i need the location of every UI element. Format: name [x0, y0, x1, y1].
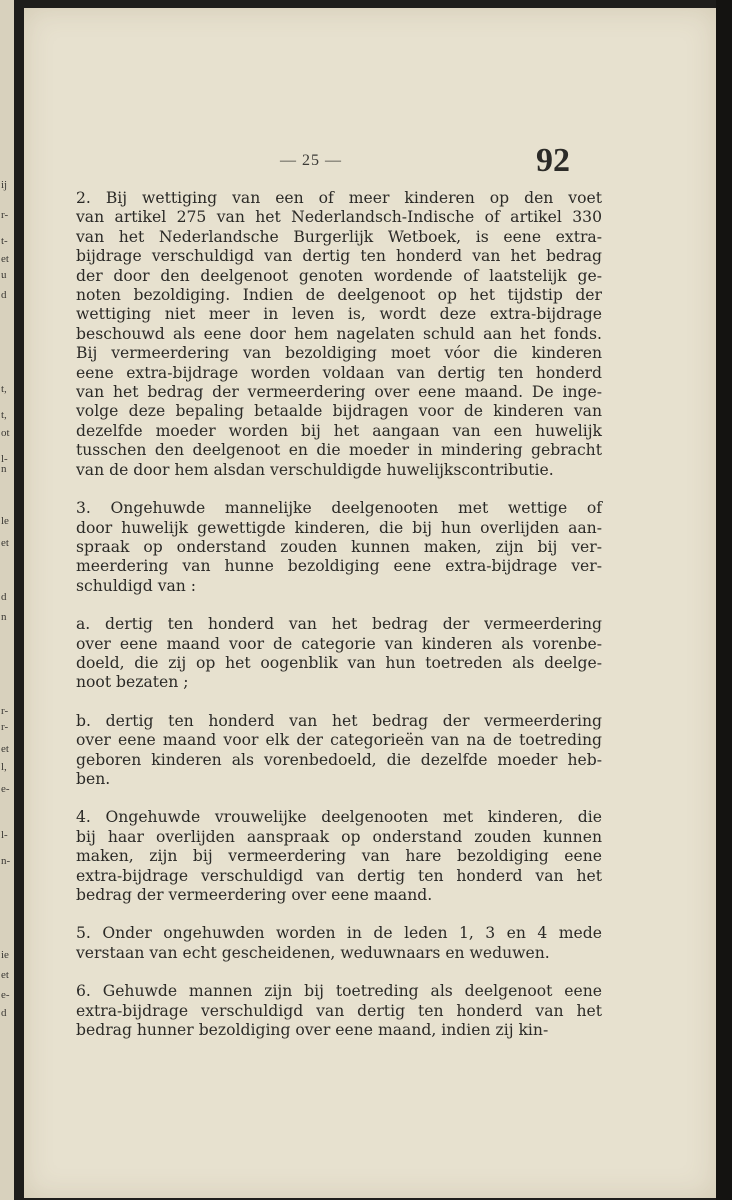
text-line: tusschen den deelgenoot en die moeder in mindering gebracht [76, 441, 602, 460]
adjacent-page-fragment: n [1, 611, 7, 623]
adjacent-page-fragment: ie [1, 949, 9, 961]
adjacent-page-fragment: et [1, 537, 9, 549]
adjacent-page-fragment: d [1, 289, 7, 301]
adjacent-page-fragment: r- [1, 209, 9, 221]
text-line: extra-bijdrage verschuldigd van dertig ten honderd van het [76, 1001, 602, 1020]
text-line: Bij vermeerdering van bezoldiging moet vóor die kinderen [76, 344, 602, 363]
text-line: 2. Bij wettiging van een of meer kinderen op den voet [76, 189, 602, 207]
text-line: verstaan van echt gescheidenen, weduwnaars en weduwen. [76, 943, 550, 962]
text-line: 5. Onder ongehuwden worden in de leden 1, 3 en 4 mede [76, 924, 602, 943]
adjacent-page-fragment: ot [1, 427, 10, 439]
text-line: extra-bijdrage verschuldigd van dertig ten honderd van het [76, 866, 602, 885]
text-line: van de door hem alsdan verschuldigde huwelijkscontributie. [76, 460, 554, 479]
text-line: noot bezaten ; [76, 673, 189, 692]
text-line: 6. Gehuwde mannen zijn bij toetreding als deelgenoot eene [76, 982, 602, 1001]
adjacent-page-fragment: t, [1, 409, 7, 421]
text-line: spraak op onderstand zouden kunnen maken, zijn bij ver- [76, 537, 602, 556]
text-line: ben. [76, 769, 111, 788]
page-header [24, 136, 716, 186]
text-line: van het bedrag der vermeerdering over eene maand. De inge- [76, 383, 602, 402]
paragraph-gap [54, 480, 602, 499]
text-line: doeld, die zij op het oogenblik van hun toetreden als deelge- [76, 653, 602, 672]
adjacent-page-fragment: ij [1, 179, 8, 191]
paragraph-gap [54, 905, 602, 924]
text-line: volge deze bepaling betaalde bijdragen voor de kinderen van [76, 402, 602, 421]
paragraph-gap [54, 693, 602, 712]
text-line: wettiging niet meer in leven is, wordt deze extra-bijdrage [76, 305, 602, 324]
adjacent-page-fragment: l- [1, 453, 8, 465]
text-line: eene extra-bijdrage worden voldaan van dertig ten honderd [76, 363, 602, 382]
text-line: bedrag hunner bezoldiging over eene maand, indien zij kin- [76, 1021, 549, 1040]
text-line: 3. Ongehuwde mannelijke deelgenooten met wettige of [76, 499, 602, 518]
paragraph-1 [54, 189, 602, 480]
scan-border [716, 0, 732, 1200]
adjacent-page-fragment: d [1, 591, 7, 603]
adjacent-page-fragment: e- [1, 783, 10, 795]
text-line: door huwelijk gewettigde kinderen, die bij hun overlijden aan- [76, 518, 602, 537]
paragraph-gap [54, 963, 602, 982]
text-line: a. dertig ten honderd van het bedrag der vermeerdering [76, 615, 602, 634]
adjacent-page-fragment: u [1, 269, 7, 281]
paragraph-7 [54, 982, 602, 1040]
article-body [54, 189, 602, 1040]
adjacent-page-fragment: et [1, 743, 9, 755]
paragraph-4 [54, 712, 602, 790]
paragraph-6 [54, 924, 602, 963]
adjacent-page-fragment: n- [1, 855, 11, 867]
text-line: bedrag der vermeerdering over eene maand. [76, 886, 433, 904]
adjacent-page-fragment: et [1, 969, 9, 981]
text-line: meerdering van hunne bezoldiging eene extra-bijdrage ver- [76, 557, 602, 576]
text-line: van artikel 275 van het Nederlandsch-Indische of artikel 330 [76, 208, 602, 227]
text-line: beschouwd als eene door hem nagelaten schuld aan het fonds. [76, 324, 602, 343]
text-line: dezelfde moeder worden bij het aangaan van een huwelijk [76, 421, 602, 440]
adjacent-page-fragment: r- [1, 721, 9, 733]
text-line: van het Nederlandsche Burgerlijk Wetboek, is eene extra- [76, 227, 602, 246]
adjacent-page-fragment: t, [1, 383, 7, 395]
text-line: over eene maand voor de categorie van kinderen als vorenbe- [76, 634, 602, 653]
adjacent-page-strip [0, 0, 14, 1200]
text-line: schuldigd van : [76, 576, 197, 595]
text-line: b. dertig ten honderd van het bedrag der vermeerdering [76, 711, 602, 730]
adjacent-page-fragment: r- [1, 705, 9, 717]
paragraph-gap [54, 596, 602, 615]
text-line: bij haar overlijden aanspraak op onderstand zouden kunnen [76, 827, 602, 846]
paragraph-5 [54, 808, 602, 905]
archive-stamp-number: 92 [536, 142, 570, 179]
adjacent-page-fragment: n [1, 463, 7, 475]
adjacent-page-fragment: l, [1, 761, 7, 773]
adjacent-page-fragment: d [1, 1007, 7, 1019]
text-line: 4. Ongehuwde vrouwelijke deelgenooten met kinderen, die [76, 808, 602, 827]
paragraph-2 [54, 499, 602, 596]
adjacent-page-fragment: et [1, 253, 9, 265]
paragraph-gap [54, 789, 602, 808]
adjacent-page-fragment: l- [1, 829, 8, 841]
text-line: geboren kinderen als vorenbedoeld, die dezelfde moeder heb- [76, 750, 602, 769]
page-folio: — 25 — [280, 152, 342, 169]
text-line: bijdrage verschuldigd van dertig ten honderd van het bedrag [76, 247, 602, 266]
paragraph-3 [54, 615, 602, 693]
text-line: der door den deelgenoot genoten wordende of laatstelijk ge- [76, 266, 602, 285]
text-line: maken, zijn bij vermeerdering van hare bezoldiging eene [76, 847, 602, 866]
adjacent-page-fragment: t- [1, 235, 8, 247]
adjacent-page-fragment: le [1, 515, 9, 527]
adjacent-page-fragment: e- [1, 989, 10, 1001]
book-page [24, 8, 716, 1198]
text-line: over eene maand voor elk der categorieën van na de toetreding [76, 731, 602, 750]
text-line: noten bezoldiging. Indien de deelgenoot op het tijdstip der [76, 286, 602, 305]
